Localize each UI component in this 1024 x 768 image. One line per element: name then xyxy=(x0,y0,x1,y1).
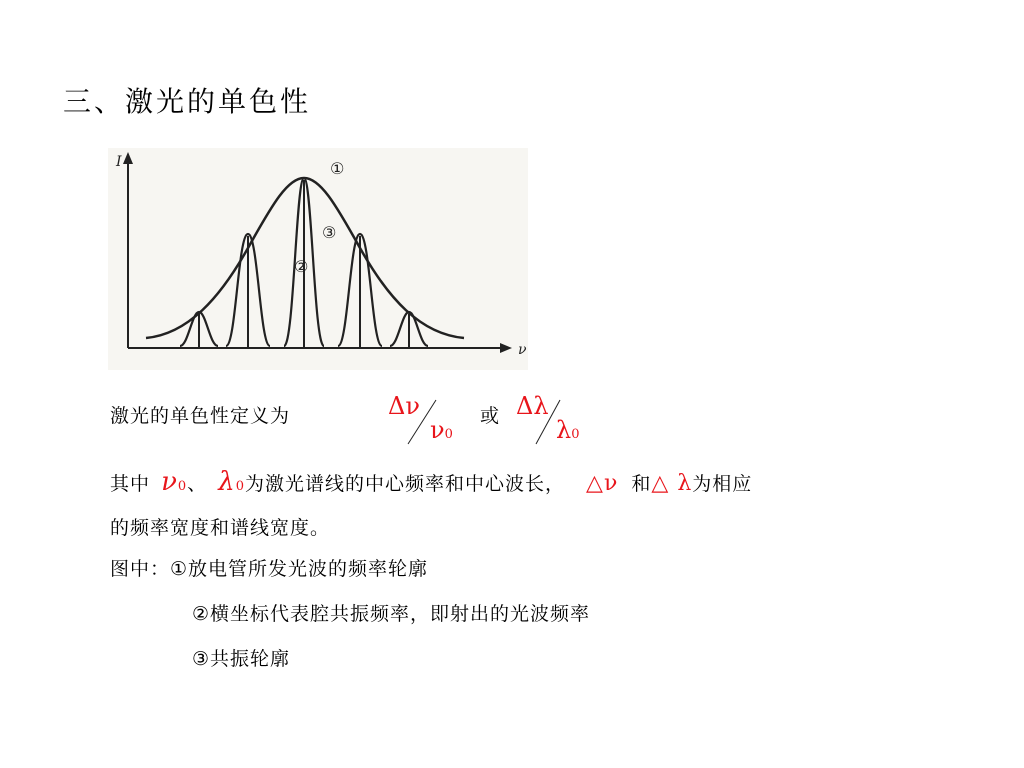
lambda-subscript: 0 xyxy=(571,427,580,442)
explain-text-2: 为相应 xyxy=(692,473,753,495)
nu: ν xyxy=(430,416,445,444)
lambda-symbol: λ xyxy=(218,467,236,497)
legend-line-3: ③共振轮廓 xyxy=(192,648,291,670)
page-title: 三、激光的单色性 xyxy=(63,85,312,118)
delta-lambda: Δλ xyxy=(516,392,549,420)
explain-prefix: 其中 xyxy=(110,473,151,495)
explain-line-2: 的频率宽度和谱线宽度。 xyxy=(110,517,331,539)
nu-symbol: ν xyxy=(161,467,178,497)
explain-line-1: 其中 ν0、 λ0为激光谱线的中心频率和中心波长， △ν 和△ λ为相应 xyxy=(110,467,753,497)
separator: 、 xyxy=(187,473,208,495)
delta-lambda-symbol: △ λ xyxy=(651,471,693,496)
x-axis-label: ν xyxy=(518,342,527,358)
curve-label-1: ① xyxy=(330,159,345,178)
spectrum-figure xyxy=(108,148,528,370)
spectrum-diagram xyxy=(108,148,528,370)
delta-nu: Δν xyxy=(388,392,420,420)
curve-label-3: ③ xyxy=(322,223,337,242)
delta-nu-symbol: △ν xyxy=(586,471,619,496)
legend-line-2: ②横坐标代表腔共振频率，即射出的光波频率 xyxy=(192,603,591,625)
delta-lambda-over-lambda0 xyxy=(514,392,594,450)
lambda: λ xyxy=(556,416,572,444)
or-text: 或 xyxy=(480,405,501,427)
delta-nu-over-nu0 xyxy=(386,392,466,450)
curve-label-2: ② xyxy=(294,257,309,276)
fraction-slash-lambda xyxy=(514,392,594,450)
fraction-slash-nu xyxy=(386,392,466,450)
definition-text: 激光的单色性定义为 xyxy=(110,405,291,427)
explain-text-1: 为激光谱线的中心频率和中心波长， xyxy=(244,473,565,495)
y-axis-label: I xyxy=(116,154,122,170)
legend-line-1: 图中：①放电管所发光波的频率轮廓 xyxy=(110,558,429,580)
nu-subscript: 0 xyxy=(444,427,453,442)
and-text: 和 xyxy=(631,473,652,495)
figure-background xyxy=(108,148,528,370)
